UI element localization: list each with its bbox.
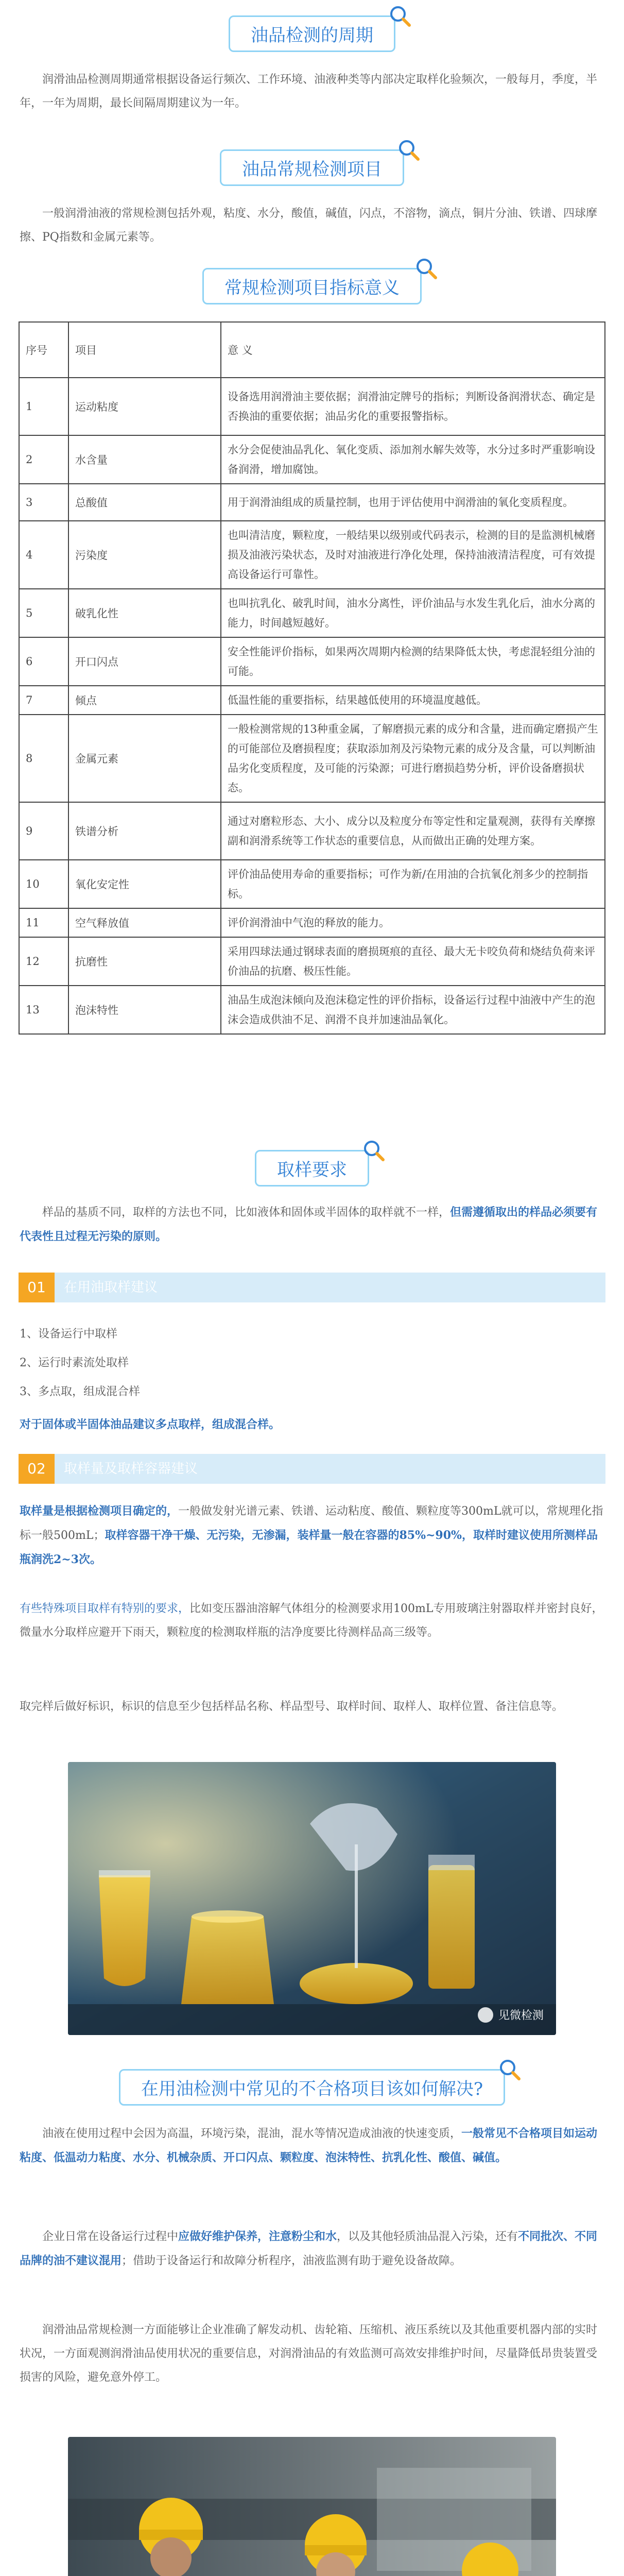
table-row <box>19 686 605 715</box>
section-title-wrap-unqualified <box>0 2069 624 2106</box>
table-row <box>19 986 605 1034</box>
row-meaning-cell: 设备选用润滑油主要依据；润滑油定牌号的指标；判断设备润滑状态、确定是否换油的重要依据；油品劣化的重要报警指标。 <box>221 378 605 435</box>
photo-watermark-1 <box>478 2007 544 2023</box>
maintenance-a: 企业日常在设备运行过程中 <box>42 2230 179 2243</box>
row-number-cell: 9 <box>19 802 68 860</box>
row-meaning-cell: 也叫清洁度，颗粒度，一般结果以级别或代码表示，检测的目的是监测机械磨损及油液污染状态，及时对油液进行净化处理，保持油液清洁程度，可有效提高设备运行可靠性。 <box>221 521 605 589</box>
row-number-cell: 2 <box>19 435 68 484</box>
sampling-intro-bold: 但需遵循取出的样品必须要有代表性且过程无污染的原则。 <box>20 1206 598 1243</box>
volume-paragraph <box>20 1499 604 1572</box>
volume-plain: 一般做发射光谱元素、铁谱、运动粘度、酸值、颗粒度等300mL就可以，常规理化指标一般500mL； <box>20 1505 603 1542</box>
indicator-table <box>19 321 605 1035</box>
section-title-unqualified-text: 在用油检测中常见的不合格项目该如何解决? <box>141 2079 483 2099</box>
table-row <box>19 435 605 484</box>
row-number-cell: 13 <box>19 986 68 1034</box>
row-item-cell: 抗磨性 <box>68 937 221 986</box>
section-title-cycle-text: 油品检测的周期 <box>251 25 373 46</box>
row-item-cell: 泡沫特性 <box>68 986 221 1034</box>
brand-logo-icon <box>478 2007 493 2023</box>
row-meaning-cell: 一般检测常规的13种重金属，了解磨损元素的成分和含量，进而确定磨损产生的可能部位及磨损程度；获取添加剂及污染物元素的成分及含量，可以判断油品劣化变质程度，及可能的污染源；可进行磨损趋势分析，评价设备磨损状态。 <box>221 715 605 802</box>
table-body <box>19 378 605 1034</box>
row-item-cell: 总酸值 <box>68 484 221 521</box>
table-row <box>19 521 605 589</box>
row-item-cell: 倾点 <box>68 686 221 715</box>
section-title-unqualified <box>119 2069 505 2106</box>
factory-workers-image <box>68 2437 556 2576</box>
special-items-paragraph <box>20 1597 604 1645</box>
table-row <box>19 802 605 860</box>
section-title-wrap-cycle <box>0 15 624 52</box>
table-row <box>19 589 605 637</box>
magnifier-icon <box>414 256 439 281</box>
row-number-cell: 1 <box>19 378 68 435</box>
section-title-wrap-items <box>0 149 624 186</box>
row-meaning-cell: 通过对磨粒形态、大小、成分以及粒度分布等定性和定量观测，获得有关摩擦副和润滑系统等工作状态的重要信息，从而做出正确的处理方案。 <box>221 802 605 860</box>
lab-oil-samples-image <box>68 1762 556 2035</box>
maintenance-b: 应做好维护保养，注意粉尘和水 <box>178 2230 337 2243</box>
section-title-meaning-text: 常规检测项目指标意义 <box>224 278 400 298</box>
table-row <box>19 637 605 686</box>
special-items-rest: 比如变压器油溶解气体组分的检测要求用100mL专用玻璃注射器取样并密封良好，微量水分取样应避开下雨天，颗粒度的检测取样瓶的洁净度要比待测样品高三级等。 <box>20 1602 603 1639</box>
row-meaning-cell: 低温性能的重要指标，结果越低使用的环境温度越低。 <box>221 686 605 715</box>
photo-watermark-1-text: 见微检测 <box>498 2009 544 2022</box>
magnifier-icon <box>361 1138 386 1163</box>
section-title-sampling-text: 取样要求 <box>277 1160 347 1180</box>
magnifier-icon <box>497 2057 522 2082</box>
row-number-cell: 4 <box>19 521 68 589</box>
maintenance-paragraph <box>20 2225 604 2273</box>
subsection-number-1: 01 <box>19 1273 55 1302</box>
sampling-suggestion-3: 3、多点取，组成混合样 <box>20 1385 140 1398</box>
row-meaning-cell: 水分会促使油品乳化、氧化变质、添加剂水解失效等，水分过多时严重影响设备润滑，增加腐蚀。 <box>221 435 605 484</box>
monitoring-paragraph: 润滑油品常规检测一方面能够让企业准确了解发动机、齿轮箱、压缩机、液压系统以及其他重要机器内部的实时状况，一方面观测润滑油品使用状况的重要信息，对润滑油品的有效监测可高效安排维护时间，尽量降低昂贵装置受损害的风险，避免意外停工。 <box>20 2324 598 2384</box>
workers-photo <box>68 2437 556 2576</box>
row-meaning-cell: 评价润滑油中气泡的释放的能力。 <box>221 908 605 937</box>
sampling-suggestion-1: 1、设备运行中取样 <box>20 1328 117 1341</box>
row-number-cell: 11 <box>19 908 68 937</box>
table-row <box>19 484 605 521</box>
volume-bold-2: 取样容器干净干燥、无污染，无渗漏，装样量一般在容器的85%~90%，取样时建议使用所测样品瓶润洗2~3次。 <box>20 1529 598 1566</box>
sampling-suggestion-note: 对于固体或半固体油品建议多点取样，组成混合样。 <box>20 1418 281 1431</box>
special-items-lead: 有些特殊项目取样有特别的要求， <box>20 1602 190 1615</box>
row-item-cell: 破乳化性 <box>68 589 221 637</box>
section-title-cycle <box>229 15 395 52</box>
row-item-cell: 空气释放值 <box>68 908 221 937</box>
section-title-items-text: 油品常规检测项目 <box>242 159 382 180</box>
labeling-paragraph: 取完样后做好标识，标识的信息至少包括样品名称、样品型号、取样时间、取样人、取样位置、备注信息等。 <box>20 1700 564 1713</box>
maintenance-d: 不同批次、不同品牌的油不建议混用 <box>20 2230 598 2267</box>
items-paragraph: 一般润滑油液的常规检测包括外观，粘度、水分，酸值，碱值，闪点，不溶物，滴点，铜片分油、铁谱、四球摩擦、PQ指数和金属元素等。 <box>20 207 598 244</box>
header-no: 序号 <box>19 322 68 378</box>
row-item-cell: 污染度 <box>68 521 221 589</box>
header-meaning: 意 义 <box>221 322 605 378</box>
magnifier-icon <box>388 4 412 28</box>
row-number-cell: 3 <box>19 484 68 521</box>
volume-bold-1: 取样量是根据检测项目确定的， <box>20 1504 179 1518</box>
section-title-wrap-meaning <box>0 268 624 304</box>
row-meaning-cell: 评价油品使用寿命的重要指标；可作为新/在用油的合抗氧化剂多少的控制指标。 <box>221 860 605 908</box>
magnifier-icon <box>396 138 421 162</box>
row-item-cell: 铁谱分析 <box>68 802 221 860</box>
row-item-cell: 氧化安定性 <box>68 860 221 908</box>
cycle-paragraph: 润滑油品检测周期通常根据设备运行频次、工作环境、油液种类等内部决定取样化验频次，一般每月，季度，半年，一年为周期，最长间隔周期建议为一年。 <box>20 73 598 110</box>
maintenance-c: ，以及其他轻质油品混入污染，还有 <box>337 2230 518 2243</box>
row-meaning-cell: 安全性能评价指标，如果两次周期内检测的结果降低太快，考虑混轻组分油的可能。 <box>221 637 605 686</box>
row-meaning-cell: 采用四球法通过钢球表面的磨损斑痕的直径、最大无卡咬负荷和烧结负荷来评价油品的抗磨、极压性能。 <box>221 937 605 986</box>
row-meaning-cell: 用于润滑油组成的质量控制，也用于评估使用中润滑油的氧化变质程度。 <box>221 484 605 521</box>
row-number-cell: 12 <box>19 937 68 986</box>
row-item-cell: 水含量 <box>68 435 221 484</box>
table-row <box>19 860 605 908</box>
row-item-cell: 开口闪点 <box>68 637 221 686</box>
row-item-cell: 金属元素 <box>68 715 221 802</box>
section-title-items <box>220 149 404 186</box>
sampling-suggestion-2: 2、运行时素流处取样 <box>20 1357 129 1369</box>
table-row <box>19 378 605 435</box>
header-item: 项目 <box>68 322 221 378</box>
row-number-cell: 5 <box>19 589 68 637</box>
row-number-cell: 6 <box>19 637 68 686</box>
subsection-bar-1 <box>19 1273 605 1302</box>
row-item-cell: 运动粘度 <box>68 378 221 435</box>
table-row <box>19 908 605 937</box>
section-title-meaning <box>202 268 422 304</box>
unqualified-bold: 一般常见不合格项目如运动粘度、低温动力粘度、水分、机械杂质、开口闪点、颗粒度、泡沫特性、抗乳化性、酸值、碱值。 <box>20 2127 598 2164</box>
subsection-title-1: 在用油取样建议 <box>64 1280 158 1295</box>
maintenance-e: ；借助于设备运行和故障分析程序，油液监测有助于避免设备故障。 <box>122 2255 462 2267</box>
row-number-cell: 7 <box>19 686 68 715</box>
subsection-title-2: 取样量及取样容器建议 <box>64 1461 198 1477</box>
row-meaning-cell: 油品生成泡沫倾向及泡沫稳定性的评价指标，设备运行过程中油液中产生的泡沫会造成供油不足、润滑不良并加速油品氧化。 <box>221 986 605 1034</box>
table-row <box>19 715 605 802</box>
unqualified-paragraph <box>20 2122 604 2170</box>
sampling-intro-plain: 样品的基质不同，取样的方法也不同，比如液体和固体或半固体的取样就不一样， <box>42 1206 450 1219</box>
sampling-intro <box>20 1200 604 1249</box>
row-number-cell: 10 <box>19 860 68 908</box>
section-title-wrap-sampling <box>0 1150 624 1187</box>
unqualified-plain: 油液在使用过程中会因为高温，环境污染，混油，混水等情况造成油液的快速变质， <box>42 2127 462 2140</box>
subsection-number-2: 02 <box>19 1454 55 1484</box>
subsection-bar-2 <box>19 1454 605 1484</box>
lab-photo <box>68 1762 556 2035</box>
row-meaning-cell: 也叫抗乳化、破乳时间，油水分离性，评价油品与水发生乳化后，油水分离的能力，时间越短越好。 <box>221 589 605 637</box>
section-title-sampling <box>255 1150 369 1187</box>
table-header-row <box>19 322 605 378</box>
table-row <box>19 937 605 986</box>
row-number-cell: 8 <box>19 715 68 802</box>
